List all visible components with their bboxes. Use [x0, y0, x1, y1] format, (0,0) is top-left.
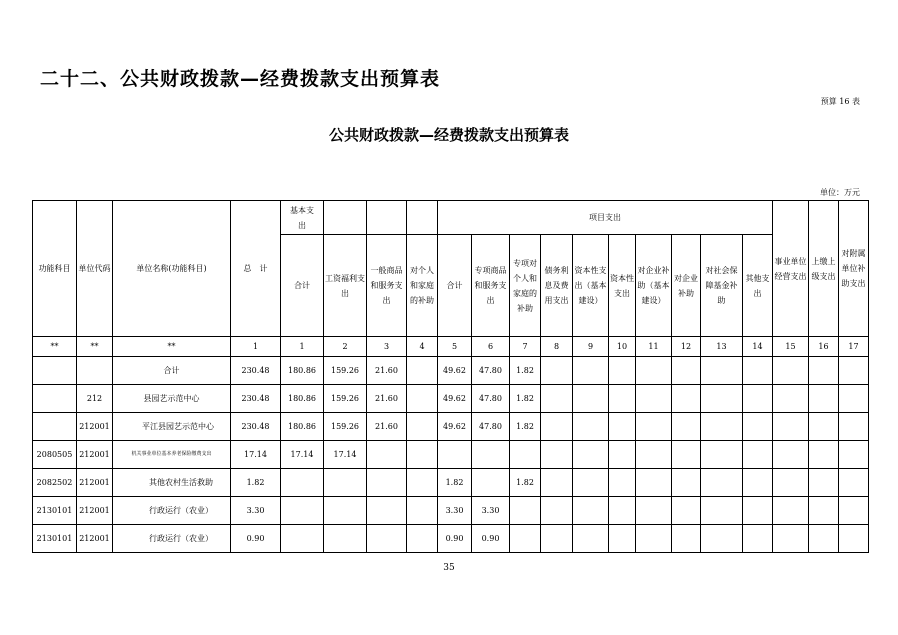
table-title: 公共财政拨款—经费拨款支出预算表: [328, 126, 569, 144]
index-cell: 1: [281, 337, 324, 357]
header-business-op: 事业单位经营支出: [773, 201, 809, 337]
unit-code-cell: 212001: [77, 525, 113, 553]
empty-cell: [809, 441, 839, 469]
empty-cell: [636, 469, 672, 497]
header-blank-1: [324, 201, 367, 235]
empty-cell: [809, 497, 839, 525]
header-other: 其他支出: [743, 235, 773, 337]
empty-cell: [809, 469, 839, 497]
basic-total-cell: [281, 525, 324, 553]
project-total-cell: 49.62: [438, 413, 472, 441]
unit-label: 单位：万元: [820, 188, 860, 197]
goods-cell: [367, 441, 407, 469]
empty-cell: [701, 497, 743, 525]
salary-cell: [324, 525, 367, 553]
empty-cell: [743, 385, 773, 413]
header-debt-interest: 债务利息及费用支出: [541, 235, 573, 337]
unit-code-cell: 212001: [77, 441, 113, 469]
personal-cell: [407, 441, 438, 469]
personal-cell: [407, 497, 438, 525]
empty-cell: [839, 497, 869, 525]
unit-name-cell: 平江县园艺示范中心: [113, 413, 231, 441]
empty-cell: [573, 357, 609, 385]
empty-cell: [743, 413, 773, 441]
header-special-personal: 专项对个人和家庭的补助: [510, 235, 541, 337]
index-cell: 14: [743, 337, 773, 357]
empty-cell: [541, 469, 573, 497]
index-cell: 10: [609, 337, 636, 357]
total-cell: 3.30: [231, 497, 281, 525]
func-subject-cell: 2130101: [33, 525, 77, 553]
goods-cell: [367, 497, 407, 525]
unit-code-cell: 212: [77, 385, 113, 413]
header-personal-subsidy: 对个人和家庭的补助: [407, 235, 438, 337]
special-goods-cell: [472, 441, 510, 469]
header-project: 项目支出: [438, 201, 773, 235]
index-cell: 17: [839, 337, 869, 357]
unit-name-cell: 其他农村生活救助: [113, 469, 231, 497]
empty-cell: [636, 413, 672, 441]
table-row: [33, 385, 869, 413]
empty-cell: [839, 469, 869, 497]
basic-total-cell: 180.86: [281, 385, 324, 413]
empty-cell: [743, 357, 773, 385]
empty-cell: [609, 469, 636, 497]
index-cell: **: [77, 337, 113, 357]
index-cell: 3: [367, 337, 407, 357]
basic-total-cell: [281, 497, 324, 525]
empty-cell: [743, 441, 773, 469]
empty-cell: [573, 441, 609, 469]
empty-cell: [839, 385, 869, 413]
func-subject-cell: 2080505: [33, 441, 77, 469]
index-cell: **: [113, 337, 231, 357]
basic-total-cell: 180.86: [281, 413, 324, 441]
form-number: 预算 16 表: [820, 97, 860, 106]
index-cell: 6: [472, 337, 510, 357]
special-personal-cell: 1.82: [510, 385, 541, 413]
empty-cell: [672, 413, 701, 441]
empty-cell: [573, 497, 609, 525]
index-row: [33, 337, 869, 357]
header-special-goods: 专项商品和服务支出: [472, 235, 510, 337]
empty-cell: [809, 525, 839, 553]
budget-table: [32, 200, 869, 553]
empty-cell: [609, 357, 636, 385]
empty-cell: [773, 413, 809, 441]
special-personal-cell: [510, 441, 541, 469]
index-cell: 9: [573, 337, 609, 357]
empty-cell: [609, 441, 636, 469]
empty-cell: [573, 413, 609, 441]
special-personal-cell: [510, 525, 541, 553]
project-total-cell: 49.62: [438, 357, 472, 385]
index-cell: 11: [636, 337, 672, 357]
goods-cell: [367, 525, 407, 553]
empty-cell: [701, 441, 743, 469]
unit-code-cell: [77, 357, 113, 385]
empty-cell: [636, 497, 672, 525]
func-subject-cell: [33, 413, 77, 441]
total-cell: 17.14: [231, 441, 281, 469]
unit-name-cell: 县园艺示范中心: [113, 385, 231, 413]
goods-cell: 21.60: [367, 357, 407, 385]
total-cell: 230.48: [231, 357, 281, 385]
header-total: 总 计: [231, 201, 281, 337]
goods-cell: 21.60: [367, 385, 407, 413]
empty-cell: [573, 385, 609, 413]
unit-name-cell: 机关事业单位基本养老保险缴费支出: [113, 441, 231, 469]
header-unit-code: 单位代码: [77, 201, 113, 337]
personal-cell: [407, 525, 438, 553]
header-basic: 基本支出: [281, 201, 324, 235]
header-salary-welfare: 工资福利支出: [324, 235, 367, 337]
project-total-cell: 0.90: [438, 525, 472, 553]
basic-total-cell: 180.86: [281, 357, 324, 385]
table-row: [33, 525, 869, 553]
empty-cell: [672, 525, 701, 553]
empty-cell: [839, 525, 869, 553]
empty-cell: [701, 525, 743, 553]
table-row: [33, 357, 869, 385]
empty-cell: [773, 469, 809, 497]
empty-cell: [809, 385, 839, 413]
empty-cell: [541, 441, 573, 469]
header-row-1: [33, 201, 869, 235]
index-cell: 13: [701, 337, 743, 357]
empty-cell: [773, 441, 809, 469]
total-cell: 1.82: [231, 469, 281, 497]
basic-total-cell: [281, 469, 324, 497]
header-affiliated: 对附属单位补助支出: [839, 201, 869, 337]
empty-cell: [609, 497, 636, 525]
header-project-total: 合计: [438, 235, 472, 337]
empty-cell: [809, 357, 839, 385]
table-row: [33, 413, 869, 441]
empty-cell: [701, 357, 743, 385]
special-goods-cell: 3.30: [472, 497, 510, 525]
goods-cell: [367, 469, 407, 497]
header-capital: 资本性支出: [609, 235, 636, 337]
salary-cell: 159.26: [324, 385, 367, 413]
empty-cell: [672, 441, 701, 469]
header-unit-name: 单位名称(功能科目): [113, 201, 231, 337]
empty-cell: [672, 357, 701, 385]
empty-cell: [636, 525, 672, 553]
empty-cell: [609, 385, 636, 413]
unit-code-cell: 212001: [77, 469, 113, 497]
unit-name-cell: 行政运行（农业）: [113, 525, 231, 553]
empty-cell: [743, 497, 773, 525]
unit-code-cell: 212001: [77, 497, 113, 525]
project-total-cell: 3.30: [438, 497, 472, 525]
empty-cell: [773, 385, 809, 413]
unit-name-cell: 合计: [113, 357, 231, 385]
salary-cell: 17.14: [324, 441, 367, 469]
project-total-cell: 1.82: [438, 469, 472, 497]
empty-cell: [743, 469, 773, 497]
special-personal-cell: 1.82: [510, 469, 541, 497]
salary-cell: [324, 469, 367, 497]
total-cell: 230.48: [231, 413, 281, 441]
personal-cell: [407, 357, 438, 385]
special-personal-cell: [510, 497, 541, 525]
index-cell: **: [33, 337, 77, 357]
empty-cell: [573, 525, 609, 553]
index-cell: 1: [231, 337, 281, 357]
empty-cell: [701, 385, 743, 413]
index-cell: 16: [809, 337, 839, 357]
empty-cell: [609, 413, 636, 441]
index-cell: 7: [510, 337, 541, 357]
special-goods-cell: 0.90: [472, 525, 510, 553]
header-goods-services: 一般商品和服务支出: [367, 235, 407, 337]
empty-cell: [809, 413, 839, 441]
personal-cell: [407, 469, 438, 497]
index-cell: 8: [541, 337, 573, 357]
empty-cell: [773, 525, 809, 553]
index-cell: 12: [672, 337, 701, 357]
index-cell: 15: [773, 337, 809, 357]
header-enterprise-basic: 对企业补助（基本建设）: [636, 235, 672, 337]
index-cell: 5: [438, 337, 472, 357]
header-enterprise: 对企业补助: [672, 235, 701, 337]
empty-cell: [541, 525, 573, 553]
header-blank-3: [407, 201, 438, 235]
special-goods-cell: 47.80: [472, 357, 510, 385]
empty-cell: [541, 497, 573, 525]
empty-cell: [672, 469, 701, 497]
empty-cell: [609, 525, 636, 553]
page-number: 35: [443, 563, 455, 573]
salary-cell: [324, 497, 367, 525]
empty-cell: [839, 357, 869, 385]
special-goods-cell: 47.80: [472, 385, 510, 413]
empty-cell: [743, 525, 773, 553]
personal-cell: [407, 385, 438, 413]
goods-cell: 21.60: [367, 413, 407, 441]
project-total-cell: 49.62: [438, 385, 472, 413]
special-goods-cell: 47.80: [472, 413, 510, 441]
header-turnover: 上缴上级支出: [809, 201, 839, 337]
header-capital-basic: 资本性支出（基本建设）: [573, 235, 609, 337]
header-social-fund: 对社会保障基金补助: [701, 235, 743, 337]
func-subject-cell: [33, 357, 77, 385]
empty-cell: [541, 385, 573, 413]
header-blank-2: [367, 201, 407, 235]
func-subject-cell: [33, 385, 77, 413]
index-cell: 2: [324, 337, 367, 357]
special-personal-cell: 1.82: [510, 413, 541, 441]
empty-cell: [701, 413, 743, 441]
empty-cell: [773, 497, 809, 525]
personal-cell: [407, 413, 438, 441]
empty-cell: [839, 441, 869, 469]
unit-code-cell: 212001: [77, 413, 113, 441]
func-subject-cell: 2130101: [33, 497, 77, 525]
index-cell: 4: [407, 337, 438, 357]
special-goods-cell: [472, 469, 510, 497]
empty-cell: [541, 413, 573, 441]
empty-cell: [636, 385, 672, 413]
empty-cell: [773, 357, 809, 385]
total-cell: 0.90: [231, 525, 281, 553]
empty-cell: [573, 469, 609, 497]
empty-cell: [636, 357, 672, 385]
basic-total-cell: 17.14: [281, 441, 324, 469]
header-func-subject: 功能科目: [33, 201, 77, 337]
unit-name-cell: 行政运行（农业）: [113, 497, 231, 525]
salary-cell: 159.26: [324, 357, 367, 385]
project-total-cell: [438, 441, 472, 469]
special-personal-cell: 1.82: [510, 357, 541, 385]
empty-cell: [636, 441, 672, 469]
table-row: [33, 441, 869, 469]
empty-cell: [672, 385, 701, 413]
empty-cell: [839, 413, 869, 441]
empty-cell: [701, 469, 743, 497]
empty-cell: [672, 497, 701, 525]
empty-cell: [541, 357, 573, 385]
total-cell: 230.48: [231, 385, 281, 413]
func-subject-cell: 2082502: [33, 469, 77, 497]
table-row: [33, 469, 869, 497]
page-heading: 二十二、公共财政拨款—经费拨款支出预算表: [40, 68, 441, 90]
header-basic-total: 合计: [281, 235, 324, 337]
table-row: [33, 497, 869, 525]
salary-cell: 159.26: [324, 413, 367, 441]
